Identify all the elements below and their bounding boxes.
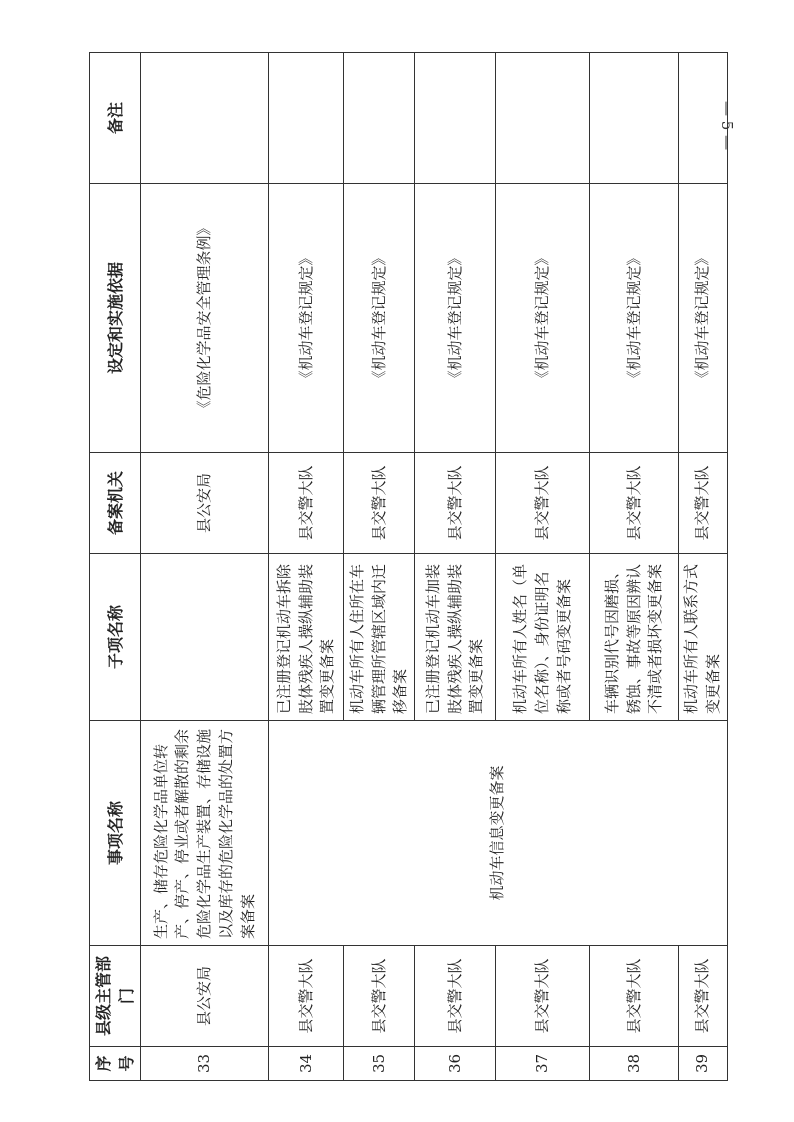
header-basis: 设定和实施依据	[90, 184, 141, 453]
cell-seq: 38	[590, 1047, 679, 1081]
cell-seq: 39	[679, 1047, 728, 1081]
cell-authority: 县交警大队	[269, 453, 344, 554]
cell-subitem: 机动车所有人住所在车辆管理所管辖区域内迁移备案	[344, 554, 415, 721]
header-subitem: 子项名称	[90, 554, 141, 721]
header-item: 事项名称	[90, 721, 141, 946]
header-dept: 县级主管部门	[90, 946, 141, 1047]
cell-seq: 35	[344, 1047, 415, 1081]
cell-dept: 县交警大队	[415, 946, 496, 1047]
cell-item-merged: 机动车信息变更备案	[269, 721, 728, 946]
cell-authority: 县交警大队	[496, 453, 590, 554]
page-number: — 5 —	[718, 101, 736, 151]
table-row	[269, 53, 344, 1081]
cell-seq: 33	[141, 1047, 269, 1081]
cell-authority: 县交警大队	[415, 453, 496, 554]
cell-dept: 县交警大队	[344, 946, 415, 1047]
cell-dept: 县交警大队	[590, 946, 679, 1047]
cell-basis: 《机动车登记规定》	[496, 184, 590, 453]
cell-dept: 县交警大队	[679, 946, 728, 1047]
cell-remark	[496, 53, 590, 184]
cell-remark	[415, 53, 496, 184]
filing-items-table	[89, 52, 728, 1081]
cell-subitem	[141, 554, 269, 721]
cell-item: 生产、储存危险化学品单位转产、停产、停业或者解散的剩余危险化学品生产装置、存储设施以及库存的危险化学品的处置方案备案	[141, 721, 269, 946]
cell-authority: 县公安局	[141, 453, 269, 554]
cell-remark	[344, 53, 415, 184]
cell-seq: 36	[415, 1047, 496, 1081]
cell-subitem: 已注册登记机动车拆除肢体残疾人操纵辅助装置变更备案	[269, 554, 344, 721]
cell-subitem: 机动车所有人联系方式变更备案	[679, 554, 728, 721]
cell-authority: 县交警大队	[679, 453, 728, 554]
cell-basis: 《危险化学品安全管理条例》	[141, 184, 269, 453]
header-seq: 序号	[90, 1047, 141, 1081]
cell-basis: 《机动车登记规定》	[269, 184, 344, 453]
cell-authority: 县交警大队	[344, 453, 415, 554]
cell-basis: 《机动车登记规定》	[344, 184, 415, 453]
header-remark: 备注	[90, 53, 141, 184]
cell-subitem: 已注册登记机动车加装肢体残疾人操纵辅助装置变更备案	[415, 554, 496, 721]
header-row	[90, 53, 141, 1081]
cell-basis: 《机动车登记规定》	[590, 184, 679, 453]
rotated-page-content	[89, 53, 723, 1081]
cell-seq: 34	[269, 1047, 344, 1081]
cell-basis: 《机动车登记规定》	[415, 184, 496, 453]
cell-remark	[141, 53, 269, 184]
cell-subitem: 机动车所有人姓名（单位名称）、身份证明名称或者号码变更备案	[496, 554, 590, 721]
cell-dept: 县公安局	[141, 946, 269, 1047]
cell-dept: 县交警大队	[269, 946, 344, 1047]
cell-remark	[269, 53, 344, 184]
table-row	[141, 53, 269, 1081]
cell-remark	[590, 53, 679, 184]
header-authority: 备案机关	[90, 453, 141, 554]
cell-dept: 县交警大队	[496, 946, 590, 1047]
cell-authority: 县交警大队	[590, 453, 679, 554]
cell-seq: 37	[496, 1047, 590, 1081]
cell-basis: 《机动车登记规定》	[679, 184, 728, 453]
cell-subitem: 车辆识别代号因磨损、锈蚀、事故等原因辨认不清或者损坏变更备案	[590, 554, 679, 721]
